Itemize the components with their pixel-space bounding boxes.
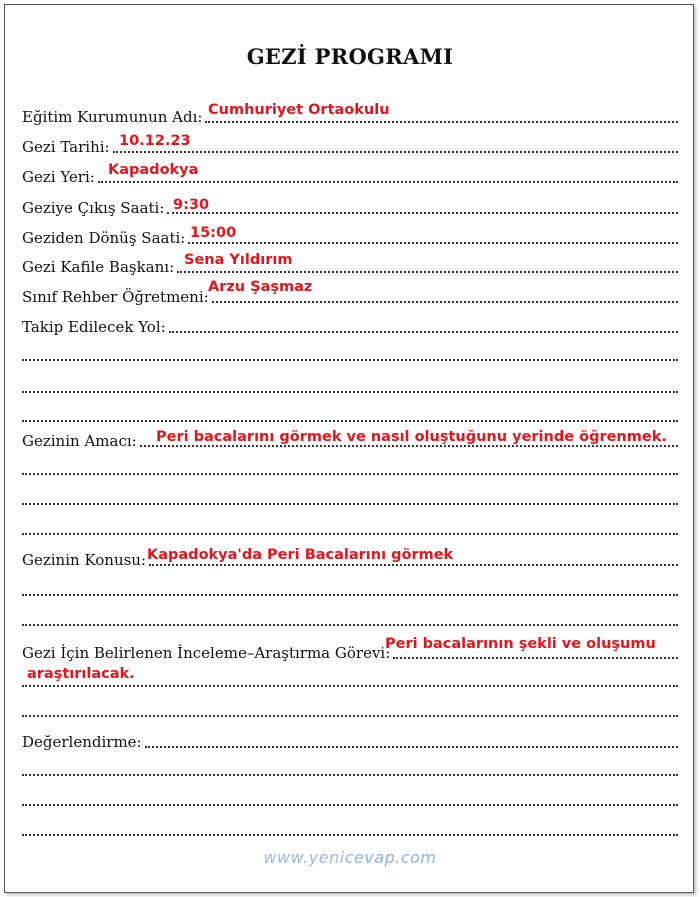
task-answer-line-2: araştırılacak.	[27, 666, 135, 682]
route-extra-line-1	[22, 357, 678, 361]
watermark-part-2: cevap.com	[344, 848, 437, 867]
teacher-label: Sınıf Rehber Öğretmeni:	[22, 288, 209, 306]
purpose-answer: Peri bacalarını görmek ve nasıl oluştuğunu yerinde öğrenmek.	[156, 429, 667, 445]
watermark-part-1: www.yeni	[263, 848, 345, 867]
evaluation-extra-line-3	[22, 832, 678, 836]
return-row	[22, 225, 678, 247]
return-label: Geziden Dönüş Saati:	[22, 229, 186, 247]
purpose-extra-line-2	[22, 501, 678, 505]
route-label: Takip Edilecek Yol:	[22, 318, 166, 336]
topic-answer: Kapadokya'da Peri Bacalarını görmek	[147, 547, 454, 563]
page-title: GEZİ PROGRAMI	[246, 44, 454, 69]
place-answer: Kapadokya	[108, 162, 199, 178]
place-label: Gezi Yeri:	[22, 168, 95, 186]
date-dotted-line	[113, 135, 678, 153]
return-dotted-line	[188, 226, 678, 244]
route-row	[22, 314, 678, 336]
topic-label: Gezinin Konusu:	[22, 551, 147, 569]
departure-answer: 9:30	[173, 197, 210, 213]
departure-dotted-line	[167, 196, 678, 214]
purpose-extra-line-1	[22, 471, 678, 475]
purpose-extra-line-3	[22, 531, 678, 535]
route-dotted-line	[169, 315, 678, 333]
departure-row	[22, 195, 678, 217]
purpose-label: Gezinin Amacı:	[22, 432, 137, 450]
evaluation-label: Değerlendirme:	[22, 733, 142, 751]
evaluation-extra-line-2	[22, 802, 678, 806]
teacher-answer: Arzu Şaşmaz	[208, 279, 313, 295]
teacher-row	[22, 284, 678, 306]
evaluation-row	[22, 729, 678, 751]
task-extra-line-2	[22, 713, 678, 717]
evaluation-extra-line-1	[22, 772, 678, 776]
leader-answer: Sena Yıldırım	[184, 252, 293, 268]
task-label: Gezi İçin Belirlenen İnceleme–Araştırma Görevi:	[22, 644, 391, 662]
leader-row	[22, 254, 678, 276]
departure-label: Geziye Çıkış Saati:	[22, 199, 165, 217]
institution-label: Eğitim Kurumunun Adı:	[22, 108, 203, 126]
task-extra-line-1	[22, 683, 678, 687]
site-watermark	[0, 848, 700, 867]
return-answer: 15:00	[190, 225, 237, 241]
institution-answer: Cumhuriyet Ortaokulu	[208, 102, 390, 118]
topic-extra-line-2	[22, 622, 678, 626]
route-extra-line-2	[22, 389, 678, 393]
route-extra-line-3	[22, 418, 678, 422]
topic-extra-line-1	[22, 592, 678, 596]
date-label: Gezi Tarihi:	[22, 138, 110, 156]
evaluation-dotted-line	[145, 730, 678, 748]
leader-label: Gezi Kafile Başkanı:	[22, 258, 175, 276]
task-answer-line-1: Peri bacalarının şekli ve oluşumu	[385, 636, 656, 652]
date-answer: 10.12.23	[119, 133, 191, 149]
